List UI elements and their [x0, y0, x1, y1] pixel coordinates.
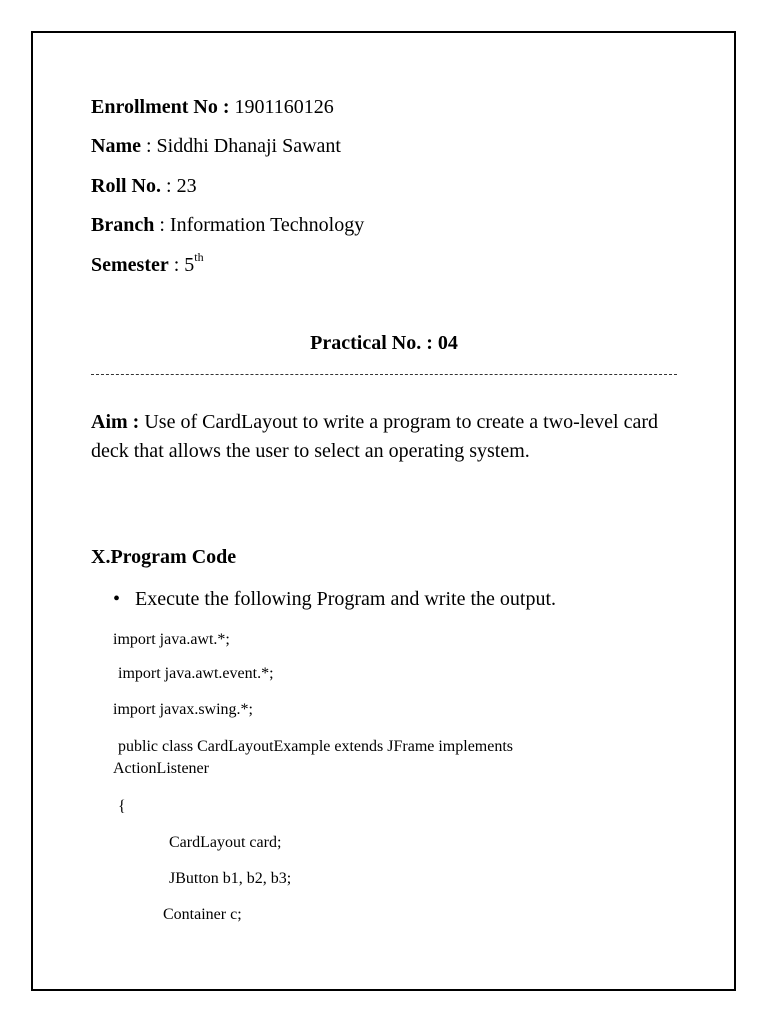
branch-sep: : [154, 214, 170, 236]
aim-label: Aim [91, 411, 128, 433]
semester-value: 5 [184, 254, 195, 276]
code-line: JButton b1, b2, b3; [169, 870, 292, 887]
code-line: ActionListener [113, 760, 209, 777]
aim-sep: : [127, 411, 145, 433]
enrollment-label: Enrollment No [91, 96, 218, 118]
branch-value: Information Technology [169, 214, 365, 236]
code-line: Container c; [163, 906, 242, 923]
aim-paragraph [91, 408, 691, 466]
bullet-icon: • [113, 588, 121, 610]
name-label: Name [91, 135, 141, 157]
roll-value: 23 [176, 175, 197, 197]
code-line: { [118, 798, 126, 815]
divider-line [91, 374, 677, 375]
name-sep: : [140, 135, 157, 157]
semester-superscript: th [194, 250, 204, 265]
semester-label: Semester [91, 254, 169, 276]
name-value: Siddhi Dhanaji Sawant [156, 135, 341, 157]
roll-sep: : [161, 175, 177, 197]
branch-field [91, 213, 364, 237]
practical-title: Practical No. : 04 [310, 332, 458, 354]
semester-field [91, 250, 204, 277]
aim-text: Use of CardLayout to write a program to create a two-level card deck that allows the user to select an operating system. [91, 411, 659, 462]
code-line: CardLayout card; [169, 834, 282, 851]
enrollment-value: 1901160126 [234, 96, 334, 118]
name-field [91, 134, 341, 158]
enrollment-sep: : [217, 96, 235, 118]
code-line: import java.awt.*; [113, 631, 230, 648]
roll-label: Roll No. [91, 175, 161, 197]
code-line: import java.awt.event.*; [118, 665, 274, 682]
code-line: public class CardLayoutExample extends JFrame implements [118, 738, 514, 755]
roll-field [91, 174, 197, 198]
enrollment-field [91, 95, 334, 119]
code-line: import javax.swing.*; [113, 701, 253, 718]
semester-sep: : [168, 254, 185, 276]
bullet-item [113, 587, 556, 611]
bullet-text: Execute the following Program and write the output. [135, 588, 557, 610]
branch-label: Branch [91, 214, 155, 236]
section-heading: X.Program Code [91, 546, 237, 568]
